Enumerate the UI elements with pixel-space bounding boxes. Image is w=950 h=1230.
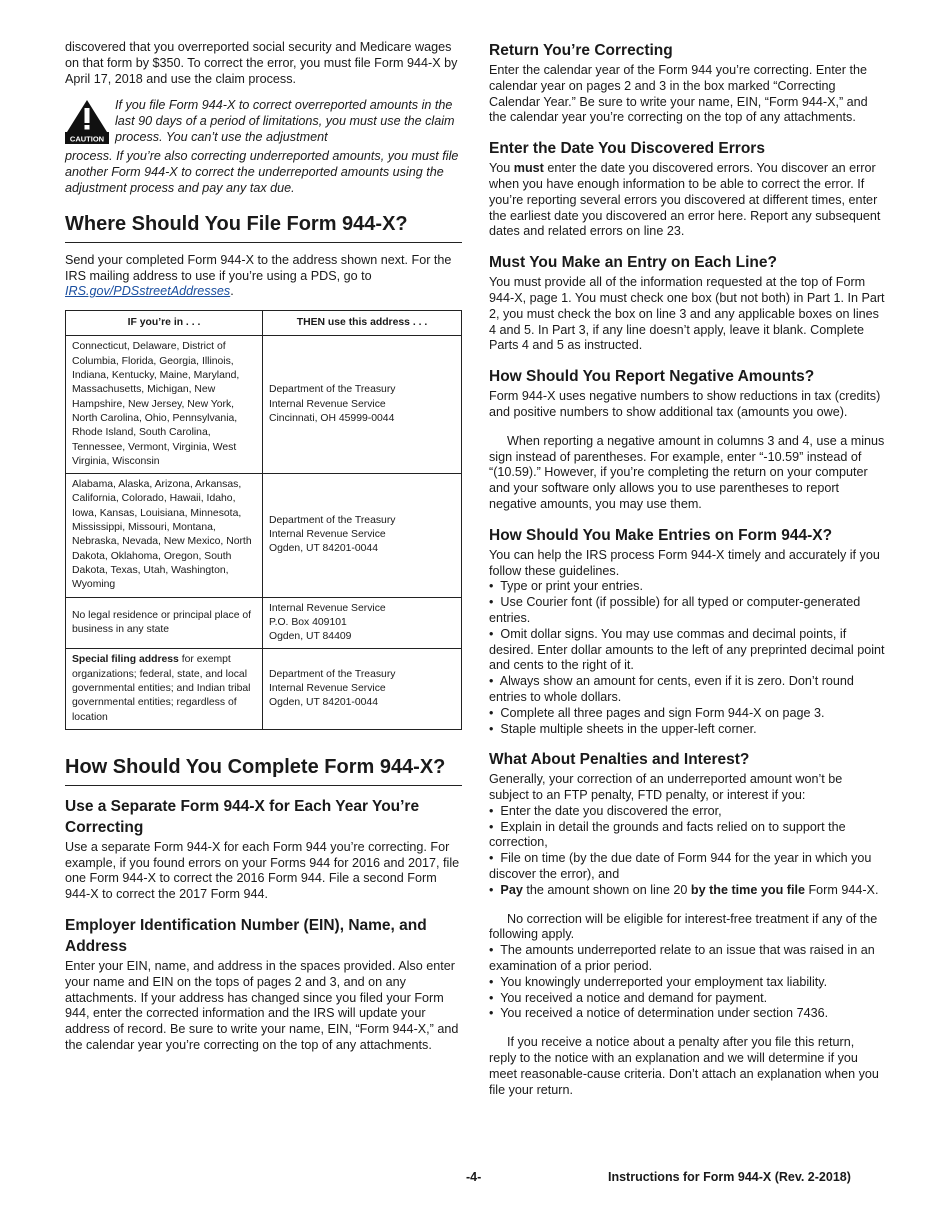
- list-item: • You received a notice of determination under section 7436.: [489, 1006, 829, 1021]
- list-item: • Complete all three pages and sign Form 944-X on page 3.: [489, 705, 825, 720]
- interest-paragraph: No correction will be eligible for interest-free treatment if any of the following apply.: [489, 911, 878, 942]
- negative-heading: How Should You Report Negative Amounts?: [489, 368, 815, 386]
- date-paragraph: You must enter the date you discovered errors. You discover an error when you have enough information to be able to correct the error. If you’re reporting several errors you discovered at different times, enter the earliest date you discovered an error here. Report any subsequent dates and related errors on line 23.: [489, 161, 881, 239]
- left-column: [65, 40, 462, 1054]
- table-row: [66, 474, 462, 597]
- list-item: • You knowingly underreported your employment tax liability.: [489, 974, 828, 989]
- address: Department of the Treasury Internal Revenue Service Ogden, UT 84201-0044: [263, 649, 462, 729]
- return-paragraph: Enter the calendar year of the Form 944 you’re correcting. Enter the calendar year on pages 2 and 3 in the box marked “Correcting Calendar Year.” Be sure to write your name, EIN, “Form 944-X,” and the calendar year you’re correcting on the top of any attachments.: [489, 63, 868, 125]
- ein-paragraph: Enter your EIN, name, and address in the spaces provided. Also enter your name and EIN on the tops of pages 2 and 3, and on any attachments. If your address has changed since you filed your Form 944, enter the corrected information and the IRS will update your address of record. Be sure to write your name, EIN, “Form 944-X,” and the calendar year you’re correcting on the top of any attachments.: [65, 959, 459, 1053]
- list-item: • Omit dollar signs. You may use commas and decimal points, if desired. Enter dollar amounts to the left of any preprinted decimal point and cents to the right of it.: [489, 626, 885, 673]
- list-item: • Always show an amount for cents, even if it is zero. Don’t round entries to whole dollars.: [489, 674, 854, 704]
- caution-text-rest: process. If you’re also correcting underreported amounts, you must file another Form 944-X to correct the underreported amounts using the adjustment process and pay any tax due.: [65, 149, 459, 195]
- intro-paragraph: discovered that you overreported social security and Medicare wages on that form by $350. To correct the error, you must file Form 944-X by April 17, 2018 and use the claim process.: [65, 40, 458, 86]
- entry-paragraph: You must provide all of the information requested at the top of Form 944-X, page 1. You must check one box (but not both) in Part 1. In Part 2, you must check the box on line 3 and any applicable boxes on lines 4 and 5. In Part 3, if any line doesn’t apply, leave it blank. Complete Parts 4 and 5 as instructed.: [489, 275, 885, 353]
- right-column: [489, 40, 885, 1098]
- caution-text-first: If you file Form 944-X to correct overreported amounts in the last 90 days of a period of limitations, you must use the claim process. You can’t use the adjustment: [115, 98, 455, 144]
- entries-paragraph: You can help the IRS process Form 944-X timely and accurately if you follow these guidelines.: [489, 547, 880, 578]
- state-list: No legal residence or principal place of business in any state: [66, 597, 263, 649]
- state-list: Special filing address for exempt organizations; federal, state, and local governmental entities; and Indian tribal governmental entities; regardless of location: [66, 649, 263, 729]
- list-item: • File on time (by the due date of Form 944 for the year in which you discover the error), and: [489, 851, 872, 882]
- return-heading: Return You’re Correcting: [489, 42, 673, 59]
- ein-heading: Employer Identification Number (EIN), Name, and Address: [65, 917, 427, 956]
- list-item: • Pay the amount shown on line 20 by the time you file Form 944-X.: [489, 882, 879, 897]
- entries-heading: How Should You Make Entries on Form 944-X?: [489, 526, 833, 544]
- address: Department of the Treasury Internal Revenue Service Cincinnati, OH 45999-0044: [263, 336, 462, 474]
- page-number: -4-: [466, 1170, 482, 1184]
- date-heading: Enter the Date You Discovered Errors: [489, 140, 765, 158]
- negative-paragraph-2: When reporting a negative amount in columns 3 and 4, use a minus sign instead of parentheses. For example, enter “-10.59” instead of “(10.59).” However, if you’re completing the return on your computer and your software only allows you to use parentheses to report negative amounts, you may use them.: [489, 433, 885, 511]
- list-item: • The amounts underreported relate to an issue that was raised in an examination of a prior period.: [489, 943, 875, 974]
- address: Internal Revenue Service P.O. Box 409101 Ogden, UT 84409: [263, 597, 462, 649]
- pds-link[interactable]: IRS.gov/PDSstreetAddresses: [65, 284, 231, 299]
- list-item: • Use Courier font (if possible) for all typed or computer-generated entries.: [489, 595, 861, 625]
- separate-heading: Use a Separate Form 944-X for Each Year You’re Correcting: [65, 797, 420, 836]
- where-paragraph: Send your completed Form 944-X to the address shown next. For the IRS mailing address to use if you’re using a PDS, go to IRS.gov/PDSstreetAddresses.: [65, 252, 452, 299]
- notice-paragraph: If you receive a notice about a penalty after you file this return, reply to the notice with an explanation and we will determine if you meet reasonable-cause criteria. Don’t attach an explanation when you file your return.: [489, 1035, 879, 1097]
- where-heading: Where Should You File Form 944-X?: [65, 211, 462, 243]
- penalties-paragraph: Generally, your correction of an underreported amount won’t be subject to an FTP penalty, FTD penalty, or interest if you:: [489, 772, 843, 803]
- state-list: Connecticut, Delaware, District of Columbia, Florida, Georgia, Illinois, Indiana, Kentucky, Maine, Maryland, Massachusetts, Michigan, New Hampshire, New Jersey, New York, North Carolina, Ohio, Pennsylvania, Rhode Island, South Carolina, Tennessee, Vermont, Virginia, West Virginia, Wisconsin: [66, 336, 263, 474]
- entry-heading: Must You Make an Entry on Each Line?: [489, 254, 777, 272]
- caution-note: [65, 98, 462, 149]
- table-row: [66, 336, 462, 474]
- document-title: Instructions for Form 944-X (Rev. 2-2018): [608, 1170, 851, 1184]
- list-item: • Explain in detail the grounds and facts relied on to support the correction,: [489, 819, 846, 850]
- caution-icon: [65, 98, 109, 149]
- address: Department of the Treasury Internal Revenue Service Ogden, UT 84201-0044: [263, 474, 462, 597]
- list-item: • Staple multiple sheets in the upper-left corner.: [489, 721, 757, 736]
- table-row: [66, 597, 462, 649]
- negative-paragraph-1: Form 944-X uses negative numbers to show reductions in tax (credits) and positive numbers to show additional tax (amounts you owe).: [489, 389, 881, 419]
- address-table: [65, 310, 462, 730]
- complete-heading: How Should You Complete Form 944-X?: [65, 754, 462, 786]
- state-list: Alabama, Alaska, Arizona, Arkansas, California, Colorado, Hawaii, Idaho, Iowa, Kansas, Louisiana, Minnesota, Mississippi, Missouri, Montana, Nebraska, Nevada, New Mexico, North Dakota, Oklahoma, Oregon, South Dakota, Texas, Utah, Washington, Wyoming: [66, 474, 263, 597]
- table-row: [66, 649, 462, 729]
- separate-paragraph: Use a separate Form 944-X for each Form 944 you’re correcting. For example, if you found errors on your Forms 944 for 2016 and 2017, file one Form 944-X to correct the 2016 Form 944. File a second Form 944-X to correct the 2017 Form 944.: [65, 839, 460, 902]
- list-item: • You received a notice and demand for payment.: [489, 990, 768, 1005]
- list-item: • Type or print your entries.: [489, 579, 643, 594]
- penalties-heading: What About Penalties and Interest?: [489, 751, 750, 769]
- list-item: • Enter the date you discovered the error,: [489, 803, 722, 818]
- header-if: IF you’re in . . .: [66, 311, 263, 336]
- caution-label: CAUTION: [69, 134, 105, 144]
- header-then: THEN use this address . . .: [263, 311, 462, 336]
